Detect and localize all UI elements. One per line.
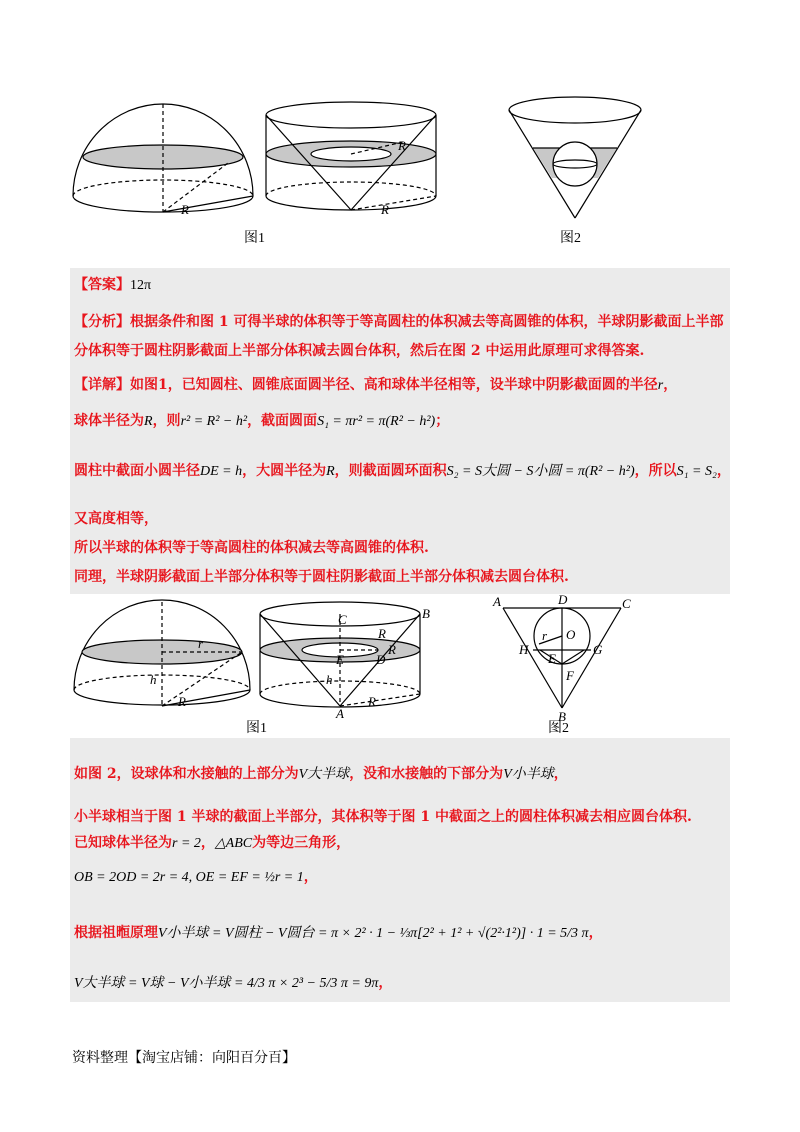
detail-line-1: [74, 374, 677, 394]
mid-hemi-r-label: r: [198, 636, 204, 651]
mid-cyl-R3-label: R: [368, 694, 376, 709]
top-fig1-cyl-R-label: R: [398, 138, 406, 153]
top-fig1-R-label: R: [181, 202, 189, 217]
mid-cyl-h-label: h: [326, 672, 333, 687]
rest-text-1c: ，: [553, 766, 568, 782]
detail-text-2b: ，则: [152, 413, 181, 429]
top-figure-image: [68, 90, 648, 250]
rest-line-3: [74, 832, 350, 852]
mid-fig2-caption: 图2: [548, 721, 569, 736]
mid-hemi-R-label: R: [178, 694, 186, 709]
rest-text-3a: 已知球体半径为: [74, 835, 172, 851]
answer-line: [74, 274, 151, 294]
mid-cyl-B-label: B: [422, 606, 430, 621]
mid-figure-image: [70, 594, 632, 738]
mid-cone-r-label: r: [542, 628, 548, 643]
mid-cone-F-label: F: [566, 668, 574, 683]
rest-math-OB-eq: OB = 2OD = 2r = 4, OE = EF = ½r = 1: [74, 870, 304, 885]
detail-text-3b: ，大圆半径为: [242, 463, 327, 479]
analysis-text-1: 根据条件和图 1 可得半球的体积等于等高圆柱的体积减去等高圆锥的体积，半球阴影截面上半部: [130, 314, 724, 330]
mid-cone-A-label: A: [493, 594, 501, 609]
rest-text-5a: 根据祖暅原理: [74, 925, 158, 941]
rest-line-6: [74, 972, 392, 992]
cylinder-diagram: [266, 102, 436, 210]
top-fig1-caption: 图1: [244, 231, 265, 246]
rest-text-1b: ，没和水接触的下部分为: [349, 766, 504, 782]
detail-punct-1: ，: [663, 377, 678, 393]
detail-text-5: 所以半球的体积等于等高圆柱的体积减去等高圆锥的体积.: [74, 540, 429, 556]
mid-cone-D-label: D: [558, 594, 568, 607]
detail-math-R: R: [144, 414, 153, 429]
mid-cone-C-label: C: [622, 596, 631, 611]
mid-cyl-E-label: E: [336, 652, 344, 667]
rest-text-1a: 如图 2，设球体和水接触的上部分为: [74, 766, 299, 782]
mid-cone-B-label: B: [558, 709, 566, 724]
detail-text-3d: ，所以: [634, 463, 677, 479]
mid-cyl-R2-label: R: [388, 642, 396, 657]
mid-cyl-D-label: D: [376, 652, 386, 667]
detail-text-2d: ；: [435, 413, 450, 429]
detail-line-4: [74, 508, 158, 528]
analysis-line-1: [74, 311, 724, 331]
rest-line-2: [74, 806, 692, 826]
mid-cone-H-label: H: [519, 642, 529, 657]
detail-text-6: 同理，半球阴影截面上半部分体积等于圆柱阴影截面上半部分体积减去圆台体积.: [74, 569, 569, 585]
rest-text-3c: 为等边三角形，: [252, 835, 351, 851]
mid-cone-O-label: O: [566, 627, 576, 642]
mid-fig1-caption: 图1: [246, 721, 267, 736]
detail-math-DE: DE = h: [200, 464, 243, 479]
analysis-text-2: 分体积等于圆柱阴影截面上半部分体积减去圆台体积，然后在图 2 中运用此原理可求得答案.: [74, 343, 645, 359]
rest-line-1: [74, 763, 568, 783]
rest-text-5b: ，: [588, 925, 603, 941]
rest-math-V-small: V小半球: [503, 767, 554, 782]
detail-math-S1-eq-S2: S₁ = S₂: [676, 464, 717, 479]
detail-line-2: [74, 410, 449, 430]
mid-cone-G-label: G: [593, 642, 603, 657]
analysis-tag: 【分析】: [74, 314, 130, 330]
detail-text-3e: ，: [716, 463, 731, 479]
rest-line-5: [74, 922, 603, 942]
rest-text-4b: ，: [303, 869, 318, 885]
mid-cone-circle-diagram: [503, 608, 621, 708]
mid-cyl-R1-label: R: [378, 626, 386, 641]
mid-hemi-h-label: h: [150, 672, 157, 687]
detail-math-S2: S₂ = S大圆 − S小圆 = π(R² − h²): [446, 464, 635, 479]
rest-math-V-big: V大半球: [298, 767, 350, 782]
cone-ball-diagram: [509, 97, 641, 218]
detail-line-6: [74, 566, 569, 586]
top-fig1-cyl-R2-label: R: [381, 202, 389, 217]
answer-tag: 【答案】: [74, 277, 130, 293]
mid-cyl-A-label: A: [336, 706, 344, 721]
mid-hemisphere-diagram: [74, 600, 250, 706]
hemisphere-diagram: [73, 104, 253, 212]
rest-math-zu-principle: V小半球 = V圆柱 − V圆台 = π × 2² · 1 − ⅓π[2² + 1² + √(2²·1²)] · 1 = 5/3 π: [158, 926, 589, 941]
detail-math-R2: R: [326, 464, 335, 479]
detail-text-1: 如图1，已知圆柱、圆锥底面圆半径、高和球体半径相等，设半球中阴影截面圆的半径: [130, 377, 658, 393]
detail-math-r2-eq: r² = R² − h²: [180, 414, 248, 429]
detail-text-2c: ，截面圆面: [247, 413, 318, 429]
rest-text-2: 小半球相当于图 1 半球的截面上半部分，其体积等于图 1 中截面之上的圆柱体积减去相应圆台体积.: [74, 809, 692, 825]
detail-line-5: [74, 537, 429, 557]
detail-text-4: 又高度相等，: [74, 511, 158, 527]
top-fig2-caption: 图2: [560, 231, 581, 246]
detail-text-3c: ，则截面圆环面积: [334, 463, 447, 479]
detail-tag: 【详解】: [74, 377, 130, 393]
detail-text-3a: 圆柱中截面小圆半径: [74, 463, 200, 479]
detail-math-S1: S₁ = πr² = π(R² − h²): [317, 414, 436, 429]
rest-math-r-eq: r = 2: [172, 836, 201, 851]
rest-math-triangle: △ABC: [214, 836, 253, 851]
mid-cyl-C-label: C: [338, 612, 347, 627]
rest-math-V-big-eq: V大半球 = V球 − V小半球 = 4/3 π × 2³ − 5/3 π = 9π: [74, 976, 379, 991]
detail-math-r: r: [657, 378, 664, 393]
answer-value: 12π: [130, 278, 152, 293]
detail-text-2a: 球体半径为: [74, 413, 144, 429]
footer-credit: 资料整理【淘宝店铺：向阳百分百】: [72, 1050, 296, 1066]
rest-text-6b: ，: [378, 975, 393, 991]
rest-line-4: [74, 866, 318, 886]
rest-text-3b: ，: [200, 835, 215, 851]
detail-line-3: [74, 460, 731, 480]
analysis-line-2: [74, 340, 644, 360]
mid-cone-E-label: E: [548, 651, 556, 666]
